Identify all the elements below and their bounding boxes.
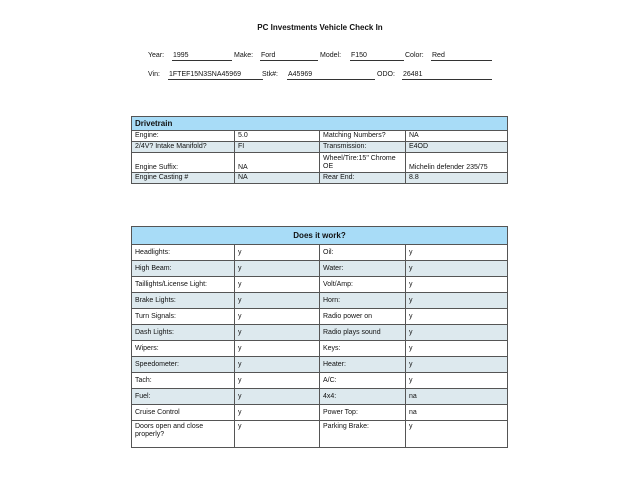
row-label: Power Top: [320, 405, 406, 421]
color-field[interactable]: Red [431, 51, 492, 61]
row-label: Engine: [132, 131, 235, 142]
row-value[interactable]: NA [235, 173, 320, 184]
row-label: Transmission: [320, 142, 406, 153]
vin-field[interactable]: 1FTEF15N3SNA45969 [168, 70, 263, 80]
table-row [132, 142, 508, 153]
row-label: Wheel/Tire:15" Chrome OE [320, 153, 406, 173]
model-field[interactable]: F150 [350, 51, 404, 61]
odo-field[interactable]: 26481 [402, 70, 492, 80]
table-row [132, 421, 508, 448]
row-value[interactable]: y [406, 245, 508, 261]
model-label: Model: [320, 52, 342, 59]
row-value[interactable]: y [235, 309, 320, 325]
row-label: Radio power on [320, 309, 406, 325]
row-value[interactable]: y [235, 325, 320, 341]
row-value[interactable]: na [406, 389, 508, 405]
row-label: Cruise Control [132, 405, 235, 421]
row-value[interactable]: Michelin defender 235/75 [406, 153, 508, 173]
table-row [132, 389, 508, 405]
row-label: Engine Casting # [132, 173, 235, 184]
row-label: Water: [320, 261, 406, 277]
row-value[interactable]: y [235, 373, 320, 389]
table-row [132, 261, 508, 277]
row-value[interactable]: y [406, 261, 508, 277]
table-row [132, 325, 508, 341]
stk-label: Stk#: [262, 71, 278, 78]
row-value[interactable]: NA [406, 131, 508, 142]
table-row [132, 341, 508, 357]
row-value[interactable]: y [235, 261, 320, 277]
color-label: Color: [405, 52, 424, 59]
row-value[interactable]: y [235, 293, 320, 309]
row-label: Horn: [320, 293, 406, 309]
table-row [132, 357, 508, 373]
row-label: Parking Brake: [320, 421, 406, 448]
row-label: Engine Suffix: [132, 153, 235, 173]
row-value[interactable]: y [406, 309, 508, 325]
row-value[interactable]: y [406, 293, 508, 309]
row-label: Matching Numbers? [320, 131, 406, 142]
row-value[interactable]: 8.8 [406, 173, 508, 184]
row-value[interactable]: y [235, 421, 320, 448]
row-value[interactable]: y [406, 421, 508, 448]
make-label: Make: [234, 52, 254, 59]
row-value[interactable]: y [235, 245, 320, 261]
row-value[interactable]: y [235, 341, 320, 357]
row-value[interactable]: y [406, 341, 508, 357]
row-label: Headlights: [132, 245, 235, 261]
row-label: Tach: [132, 373, 235, 389]
row-label: Turn Signals: [132, 309, 235, 325]
row-label: Rear End: [320, 173, 406, 184]
table-row [132, 277, 508, 293]
row-value[interactable]: y [406, 373, 508, 389]
stk-field[interactable]: A45969 [287, 70, 375, 80]
row-label: Volt/Amp: [320, 277, 406, 293]
row-value[interactable]: y [235, 405, 320, 421]
year-label: Year: [148, 52, 165, 59]
drivetrain-table [131, 116, 508, 184]
drivetrain-heading: Drivetrain [132, 117, 508, 131]
odo-label: ODO: [377, 71, 395, 78]
table-row [132, 373, 508, 389]
page-title: PC Investments Vehicle Check In [257, 23, 383, 32]
row-label: Doors open and close properly? [132, 421, 235, 448]
row-label: Radio plays sound [320, 325, 406, 341]
row-label: 4x4: [320, 389, 406, 405]
row-value[interactable]: y [235, 277, 320, 293]
table-row [132, 173, 508, 184]
row-label: Brake Lights: [132, 293, 235, 309]
row-label: Taillights/License Light: [132, 277, 235, 293]
row-value[interactable]: y [406, 357, 508, 373]
table-row [132, 293, 508, 309]
table-row [132, 245, 508, 261]
row-value[interactable]: NA [235, 153, 320, 173]
row-label: Speedometer: [132, 357, 235, 373]
row-label: Heater: [320, 357, 406, 373]
table-row [132, 309, 508, 325]
table-row [132, 405, 508, 421]
row-value[interactable]: FI [235, 142, 320, 153]
row-label: A/C: [320, 373, 406, 389]
row-label: Oil: [320, 245, 406, 261]
row-label: Wipers: [132, 341, 235, 357]
row-value[interactable]: na [406, 405, 508, 421]
row-value[interactable]: y [406, 325, 508, 341]
row-label: Keys: [320, 341, 406, 357]
row-label: Dash Lights: [132, 325, 235, 341]
checks-table [131, 226, 508, 448]
table-row [132, 153, 508, 173]
row-value[interactable]: y [235, 389, 320, 405]
vin-label: Vin: [148, 71, 160, 78]
row-value[interactable]: E4OD [406, 142, 508, 153]
checks-heading: Does it work? [132, 227, 508, 245]
make-field[interactable]: Ford [260, 51, 318, 61]
row-label: High Beam: [132, 261, 235, 277]
row-label: Fuel: [132, 389, 235, 405]
row-value[interactable]: y [235, 357, 320, 373]
row-value[interactable]: y [406, 277, 508, 293]
row-value[interactable]: 5.0 [235, 131, 320, 142]
table-row [132, 131, 508, 142]
year-field[interactable]: 1995 [172, 51, 232, 61]
row-label: 2/4V? Intake Manifold? [132, 142, 235, 153]
